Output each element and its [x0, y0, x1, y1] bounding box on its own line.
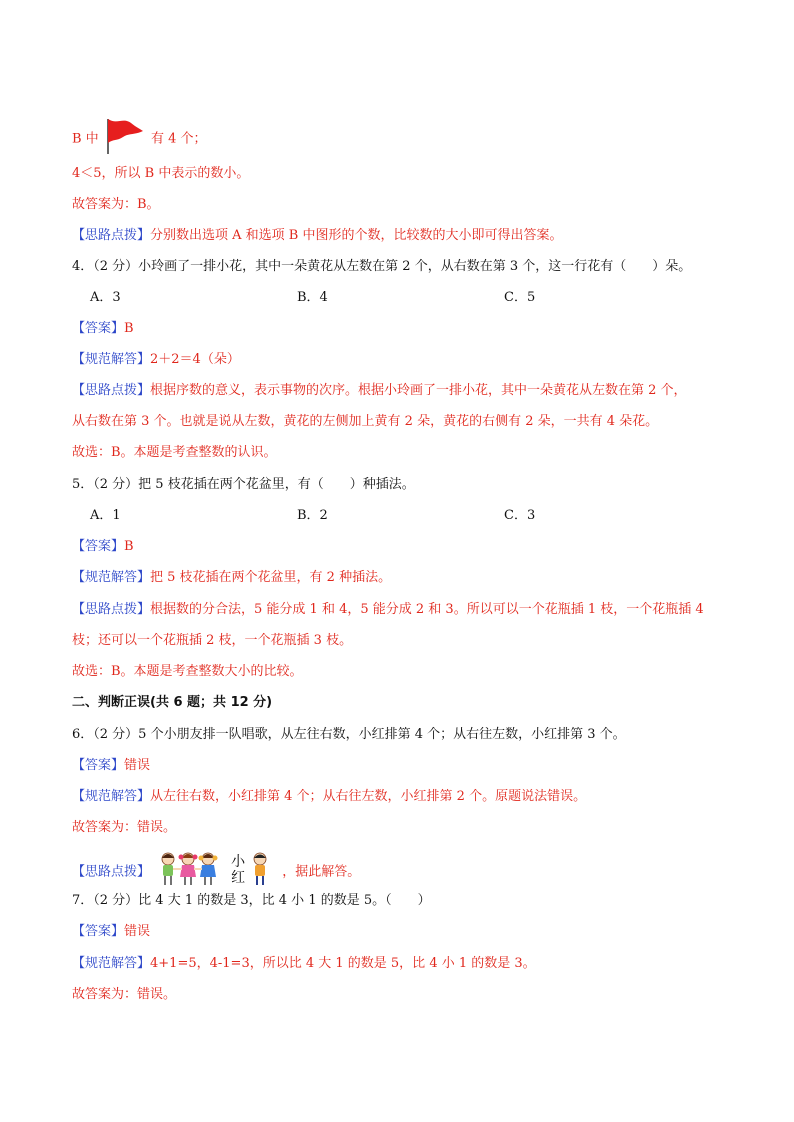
q4-hint-line1	[72, 382, 687, 400]
solution-text: 2＋2＝4（朵）	[150, 352, 240, 367]
q5-solution	[72, 569, 391, 587]
answer-b-line: 故答案为：B。	[72, 197, 160, 212]
answer-tag: 【答案】	[72, 539, 125, 554]
solution-tag: 【规范解答】	[72, 570, 151, 585]
q5-conclusion: 故选：B。本题是考查整数大小的比较。	[72, 664, 303, 679]
solution-tag: 【规范解答】	[72, 789, 151, 804]
hint-text: 分别数出选项 A 和选项 B 中图形的个数，比较数的大小即可得出答案。	[150, 228, 563, 243]
q5-hint-line1	[72, 601, 704, 619]
q4-conclusion: 故选：B。本题是考查整数的认识。	[72, 445, 277, 460]
answer-value: B	[124, 539, 134, 554]
q5-hint-line2: 枝；还可以一个花瓶插 2 枝，一个花瓶插 3 枝。	[72, 633, 353, 648]
answer-value: 错误	[124, 924, 151, 939]
child-label-xiaohong: 小红	[231, 854, 246, 886]
answer-tag: 【答案】	[72, 758, 125, 773]
answer-value: B	[124, 321, 134, 336]
q4-hint-line2: 从右数在第 3 个。也就是说从左数，黄花的左侧加上黄有 2 朵，黄花的右侧有 2 朵，一共有 4 朵花。	[72, 414, 659, 429]
q4-option-a: A．3	[90, 290, 121, 305]
hint-text: 根据序数的意义，表示事物的次序。根据小玲画了一排小花，其中一朵黄花从左数在第 2 个，	[150, 383, 687, 398]
hint-q3	[72, 227, 563, 245]
answer-tag: 【答案】	[72, 321, 125, 336]
q6-solution	[72, 788, 586, 806]
q7-stem: 7．（2 分）比 4 大 1 的数是 3，比 4 小 1 的数是 5。（ ）	[72, 893, 431, 908]
hint-text: 根据数的分合法，5 能分成 1 和 4，5 能分成 2 和 3。所以可以一个花瓶插 1 枝，一个花瓶插 4	[150, 602, 704, 617]
q4-solution	[72, 351, 240, 369]
solution-tag: 【规范解答】	[72, 956, 151, 971]
q4-stem: 4．（2 分）小玲画了一排小花，其中一朵黄花从左数在第 2 个，从右数在第 3 个，这一行花有（ ）朵。	[72, 259, 692, 274]
red-flag-icon	[105, 117, 145, 161]
solution-tag: 【规范解答】	[72, 352, 151, 367]
compare-line: 4＜5，所以 B 中表示的数小。	[72, 166, 250, 181]
q4-answer	[72, 320, 134, 338]
q7-solution	[72, 955, 536, 973]
hint-tag: 【思路点拨】	[72, 864, 151, 880]
q5-stem: 5．（2 分）把 5 枝花插在两个花盆里，有（ ）种插法。	[72, 477, 415, 492]
q6-answer	[72, 757, 150, 775]
q4-option-b: B．4	[297, 290, 328, 305]
q6-hint	[72, 850, 360, 894]
q6-stem: 6．（2 分）5 个小朋友排一队唱歌，从左往右数，小红排第 4 个；从右往左数，小红排第 3 个。	[72, 727, 626, 742]
solution-text: 把 5 枝花插在两个花盆里，有 2 种插法。	[150, 570, 392, 585]
q6-conclusion: 故答案为：错误。	[72, 820, 177, 835]
flag-line-suffix: 有 4 个；	[150, 131, 207, 147]
q5-option-a: A．1	[90, 508, 121, 523]
solution-text: 从左往右数，小红排第 4 个；从右往左数，小红排第 2 个。原题说法错误。	[150, 789, 587, 804]
q7-conclusion: 故答案为：错误。	[72, 987, 177, 1002]
answer-value: 错误	[124, 758, 151, 773]
q4-option-c: C．5	[504, 290, 536, 305]
hint-tag: 【思路点拨】	[72, 383, 151, 398]
q5-option-c: C．3	[504, 508, 536, 523]
q7-answer	[72, 923, 150, 941]
section-title: 二、判断正误(共 6 题；共 12 分)	[72, 695, 273, 710]
hint-tag: 【思路点拨】	[72, 228, 151, 243]
flag-count-line	[72, 117, 207, 161]
answer-tag: 【答案】	[72, 924, 125, 939]
q5-answer	[72, 538, 134, 556]
children-in-a-row-icon	[156, 850, 276, 894]
solution-text: 4+1=5，4-1=3，所以比 4 大 1 的数是 5，比 4 小 1 的数是 3。	[150, 956, 536, 971]
q5-option-b: B．2	[297, 508, 328, 523]
hint-text: ，据此解答。	[282, 864, 361, 880]
flag-line-prefix: B 中	[72, 131, 99, 147]
hint-tag: 【思路点拨】	[72, 602, 151, 617]
